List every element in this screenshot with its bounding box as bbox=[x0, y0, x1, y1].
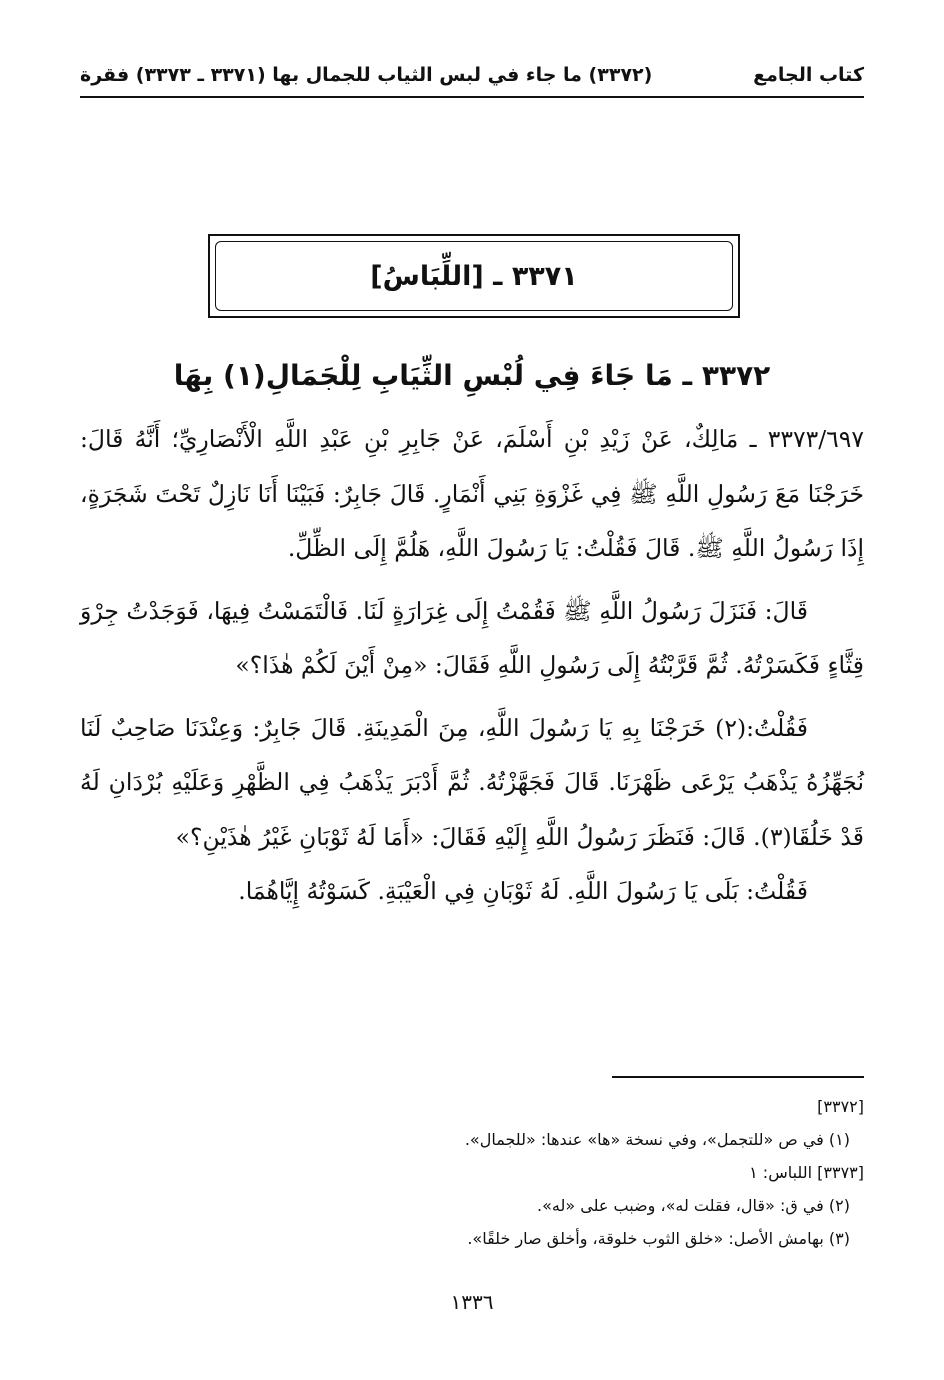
page-number: ١٣٣٦ bbox=[450, 1290, 494, 1314]
footnote-2: (٢) في ق: «قال، فقلت له»، وضبب على «له». bbox=[537, 1196, 850, 1215]
footnote-3: (٣) بهامش الأصل: «خلق الثوب خلوقة، وأخلق صار خلقًا». bbox=[467, 1229, 850, 1248]
footnote-1: (١) في ص «للتجمل»، وفي نسخة «ها» عندها: «للجمال». bbox=[464, 1130, 850, 1149]
footnote-ref-3373: [٣٣٧٣] اللباس: ١ bbox=[749, 1163, 864, 1182]
footnotes bbox=[80, 1090, 864, 1255]
header-book-title: كتاب الجامع bbox=[753, 64, 864, 86]
hadith-text bbox=[80, 412, 864, 919]
paragraph-3: فَقُلْتُ:(٢) خَرَجْنَا بِهِ يَا رَسُولَ اللَّهِ، مِنَ الْمَدِينَةِ. قَالَ جَابِرٌ: وَعِنْدَنَا صَاحِبٌ لَنَا نُجَهِّزُهُ يَذْهَبُ يَرْعَى ظَهْرَنَا. قَالَ فَجَهَّزْتُهُ. ثُمَّ أَدْبَرَ يَذْهَبُ فِي الظَّهْرِ وَعَلَيْهِ بُرْدَانِ لَهُ قَدْ خَلُقَا(٣). قَالَ: فَنَظَرَ رَسُولُ اللَّهِ إِلَيْهِ فَقَالَ: «أَمَا لَهُ ثَوْبَانِ غَيْرُ هٰذَيْنِ؟» bbox=[80, 713, 864, 851]
paragraph-2: قَالَ: فَنَزَلَ رَسُولُ اللَّهِ ﷺ فَقُمْتُ إِلَى غِرَارَةٍ لَنَا. فَالْتَمَسْتُ فِيهَا، فَوَجَدْتُ جِرْوَ قِثَّاءٍ فَكَسَرْتُهُ. ثُمَّ قَرَّبْتُهُ إِلَى رَسُولِ اللَّهِ فَقَالَ: «مِنْ أَيْنَ لَكُمْ هٰذَا؟» bbox=[80, 596, 864, 679]
header-divider bbox=[80, 96, 864, 98]
section-title: ٣٣٧٢ ـ مَا جَاءَ فِي لُبْسِ الثِّيَابِ لِلْجَمَالِ(١) بِهَا bbox=[173, 359, 771, 392]
footnote-ref-3372: [٣٣٧٢] bbox=[817, 1097, 864, 1116]
chapter-heading-frame bbox=[208, 234, 740, 318]
footnote-divider bbox=[612, 1076, 864, 1078]
chapter-heading: ٣٣٧١ ـ [اللِّبَاسُ] bbox=[215, 241, 733, 311]
running-header bbox=[80, 58, 864, 92]
paragraph-4: فَقُلْتُ: بَلَى يَا رَسُولَ اللَّهِ. لَهُ ثَوْبَانِ فِي الْعَيْبَةِ. كَسَوْتُهُ إِيَّاهُمَا. bbox=[238, 877, 808, 905]
paragraph-1: ٣٣٧٣/٦٩٧ ـ مَالِكٌ، عَنْ زَيْدِ بْنِ أَسْلَمَ، عَنْ جَابِرِ بْنِ عَبْدِ اللَّهِ الْأَنْصَارِيِّ؛ أَنَّهُ قَالَ: خَرَجْنَا مَعَ رَسُولِ اللَّهِ ﷺ فِي غَزْوَةِ بَنِي أَنْمَارٍ. قَالَ جَابِرٌ: فَبَيْنَا أَنَا نَازِلٌ تَحْتَ شَجَرَةٍ، إِذَا رَسُولُ اللَّهِ ﷺ. قَالَ فَقُلْتُ: يَا رَسُولَ اللَّهِ، هَلُمَّ إِلَى الظِّلِّ. bbox=[80, 425, 864, 562]
header-section-ref: (٣٣٧٢) ما جاء في لبس الثياب للجمال بها (٣٣٧١ ـ ٣٣٧٣) فقرة bbox=[80, 64, 653, 86]
